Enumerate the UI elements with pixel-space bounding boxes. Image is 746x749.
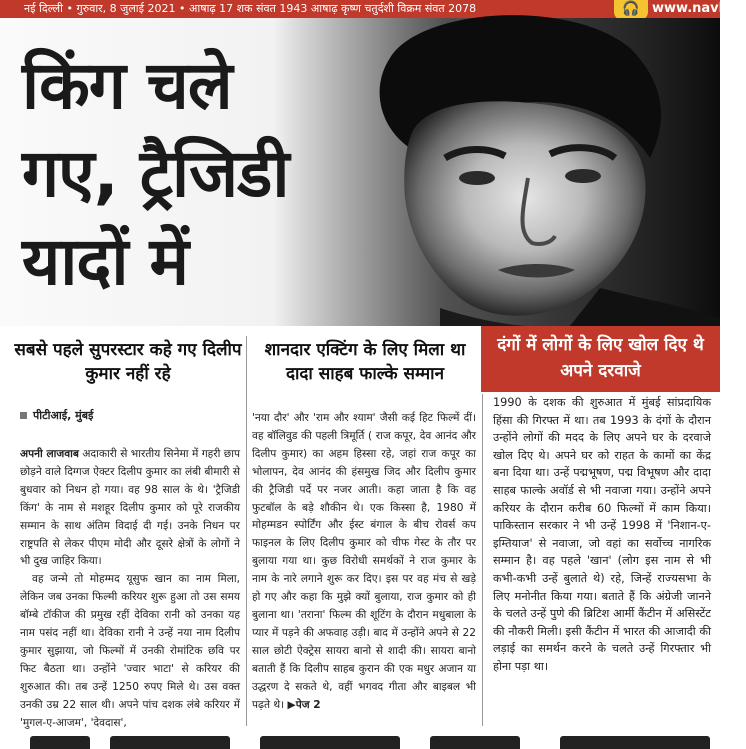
- column-divider-2: [482, 394, 483, 726]
- headphone-icon[interactable]: 🎧: [614, 0, 648, 20]
- column-divider-1: [246, 336, 247, 726]
- article-column-1: [20, 446, 240, 733]
- masthead-url[interactable]: www.navbha: [652, 1, 746, 16]
- article-column-3: 1990 के दशक की शुरुआत में मुंबई सांप्रदायिक हिंसा की गिरफ्त में था। तब 1993 के दंगों के दौरान उन्होंने लोगों की मदद के लिए अपने घर के दरवाजे खोल दिए थे। अपने घर को राहत के कामों का केंद्र बना दिया था। उन्हें पद्मभूषण, पद्म विभूषण और दादा साहब फाल्के अवॉर्ड से भी नवाजा गया। उन्होंने अपने करियर के दौरान करीब 60 फिल्मों में काम किया। पाकिस्तान सरकार ने भी उन्हें 1998 में 'निशान-ए-इम्तियाज' से नवाजा, जो वहां का सर्वोच्च नागरिक सम्मान है। वह पहले 'खान' (लोग इस नाम से भी कभी-कभी उन्हें बुलाते थे) रहे, जिन्हें राज्यसभा के लिए मनोनीत किया गया। बताते हैं कि अंग्रेजी जानने के चलते उन्हें पुणे की ब्रिटिश आर्मी कैंटीन में असिस्टेंट की नौकरी मिली। इसी कैंटीन में भारत की आजादी की लड़ाई का समर्थन करने के चलते उन्हें गिरफ्तार भी होना पड़ा था।: [493, 396, 711, 673]
- next-headline-strip: [0, 732, 720, 749]
- article-col2-p1: 'नया दौर' और 'राम और श्याम' जैसी कई हिट फिल्में दीं। वह बॉलिवुड की पहली त्रिमूर्ति ( राज कपूर, देव आनंद और दिलीप कुमार) का अहम हिस्सा रहे, जहां राज कपूर का भोलापन, देव आनंद की हंसमुख जिद और दिलीप कुमार की ट्रैजिडी पर्दे पर नजर आती। कहा जाता है कि वह फुटबॉल के बड़े शौकीन थे। एक किस्सा है, 1980 में मोहम्मडन स्पोर्टिंग और ईस्ट बंगाल के बीच रोवर्स कप फाइनल के लिए दिलीप कुमार को चीफ गेस्ट के तौर पर बुलाया गया था। कुछ विरोधी समर्थकों ने राज कुमार के नाम के नारे लगाने शुरू कर दिए। इस पर वह मंच से खड़े हो गए और कहा कि मुझे क्यों बुलाया, राज कुमार को ही बुलाना था। 'तराना' फिल्म की शूटिंग के दौरान मधुबाला के प्यार में पड़ने की अफवाह उड़ी। बाद में उन्होंने अपने से 22 साल छोटी ऐक्ट्रेस सायरा बानो से शादी की। सायरा बानो बताती हैं कि दिलीप साहब कुरान की एक मधुर अजान या उद्धरण दे सकते थे, वहीं भगवद गीता और बाइबल भी पढ़ते थे।: [252, 412, 476, 711]
- headline-line-1: किंग चले: [22, 47, 232, 124]
- article-col1-p1: अदाकारी से भारतीय सिनेमा में गहरी छाप छोड़ने वाले दिग्गज ऐक्टर दिलीप कुमार का लंबी बीमारी से बुधवार को निधन हो गया। वह 98 साल के थे। 'ट्रैजिडी किंग' के नाम से मशहूर दिलीप कुमार को पूरे राजकीय सम्मान के साथ अंतिम विदाई दी गई। उनके निधन पर राष्ट्रपति से लेकर पीएम मोदी और दूसरे क्षेत्रों के लोगों ने भी दुख जाहिर किया।: [20, 448, 240, 568]
- byline: पीटीआई, मुंबई: [20, 408, 93, 423]
- masthead-bar: [0, 0, 746, 18]
- headline-line-2: गए, ट्रैजिडी: [22, 135, 289, 212]
- subhead-2: शानदार एक्टिंग के लिए मिला था दादा साहब फाल्के सम्मान: [264, 340, 466, 384]
- article-column-2: [252, 410, 476, 714]
- article-lead: अपनी लाजवाब: [20, 448, 79, 460]
- portrait-photo: [270, 18, 720, 326]
- main-headline: [22, 42, 322, 306]
- hero-photo-area: [0, 18, 720, 326]
- article-col1-p2: वह जन्मे तो मोहम्मद यूसुफ खान का नाम मिला, लेकिन जब उनका फिल्मी करियर शुरू हुआ तो उस समय बॉम्बे टॉकीज की प्रमुख रहीं देविका रानी को उनका यह नाम पसंद नहीं था। देविका रानी ने उन्हें नया नाम दिलीप कुमार सुझाया, जो फिल्मों में उनकी रोमांटिक छवि पर फिट बैठता था। उन्होंने 'ज्वार भाटा' से करियर की शुरुआत की। तब उन्हें 1250 रुपए मिले थे। उस वक्त उनकी उम्र 22 साल थी। अपने पांच दशक लंबे करियर में 'मुगल-ए-आजम', 'देवदास',: [20, 573, 240, 729]
- headline-line-3: यादों में: [22, 223, 188, 300]
- byline-bullet-icon: [20, 412, 27, 419]
- subhead-1: सबसे पहले सुपरस्टार कहे गए दिलीप कुमार नहीं रहे: [14, 340, 242, 384]
- masthead-dateline: नई दिल्ली • गुरुवार, 8 जुलाई 2021 • आषाढ़ 17 शक संवत 1943 आषाढ़ कृष्ण चतुर्दशी विक्रम संवत 2078: [24, 2, 477, 15]
- subhead-3: दंगों में लोगों के लिए खोल दिए थे अपने दरवाजे: [481, 326, 720, 392]
- continued-page-link[interactable]: ▶पेज 2: [287, 698, 321, 711]
